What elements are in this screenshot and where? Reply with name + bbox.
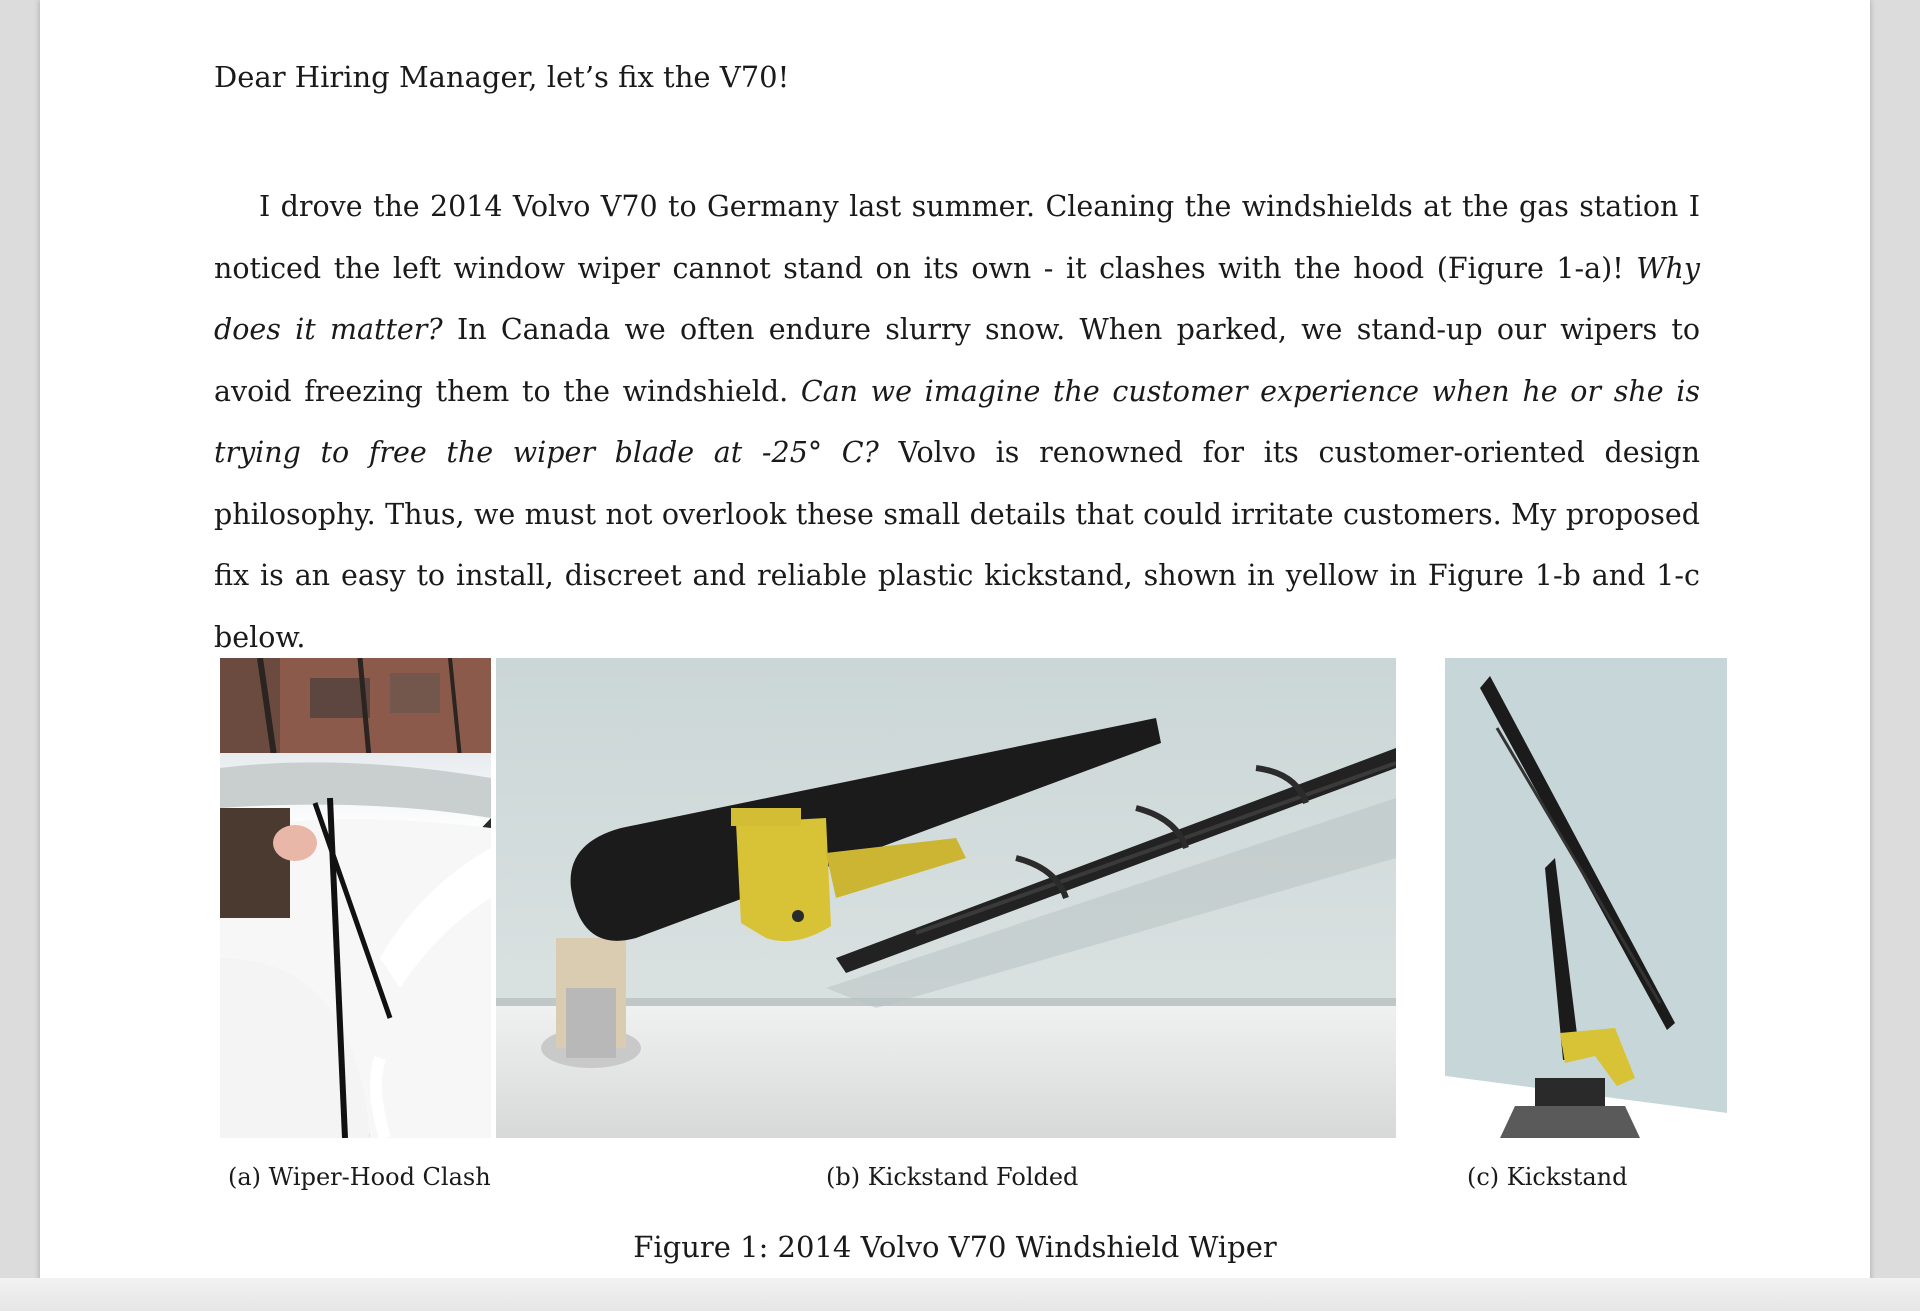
figure-b-render	[496, 658, 1396, 1138]
paragraph-sentence-1: I drove the 2014 Volvo V70 to Germany last summer. Cleaning the windshields at the gas station I noticed the left window wiper cannot stand on its own - it clashes with the hood (Figure 1-a)!	[214, 190, 1700, 285]
figure-1	[40, 0, 1870, 1311]
paragraph-question-2: Can we imagine the customer experience when he or she is trying to free the wiper blade at -25° C?	[214, 374, 1700, 469]
paragraph-question-1: Why does it matter?	[214, 251, 1701, 346]
salutation: Dear Hiring Manager, let’s fix the V70!	[214, 60, 790, 94]
wiper-hood-photo-illustration	[220, 658, 491, 1138]
viewer-bottom-edge	[0, 1278, 1920, 1311]
paragraph-sentence-2: In Canada we often endure slurry snow. When parked, we stand-up our wipers to avoid freezing them to the windshield.	[214, 313, 1701, 408]
subcaption-b: (b) Kickstand Folded	[826, 1163, 1079, 1191]
subcaption-a: (a) Wiper-Hood Clash	[228, 1163, 491, 1191]
document-page	[40, 0, 1870, 1311]
kickstand-deployed-illustration	[1405, 658, 1727, 1138]
subcaption-c: (c) Kickstand	[1467, 1163, 1628, 1191]
figure-c-render	[1405, 658, 1727, 1138]
kickstand-folded-illustration	[496, 658, 1396, 1138]
figure-a-photo	[220, 658, 491, 1138]
figure-caption: Figure 1: 2014 Volvo V70 Windshield Wiper	[633, 1230, 1277, 1264]
paragraph-sentence-3: Volvo is renowned for its customer-oriented design philosophy. Thus, we must not overlook these small details that could irritate customers. My proposed fix is an easy to install, discreet and reliable plastic kickstand, shown in yellow in Figure 1-b and 1-c below.	[214, 436, 1700, 654]
